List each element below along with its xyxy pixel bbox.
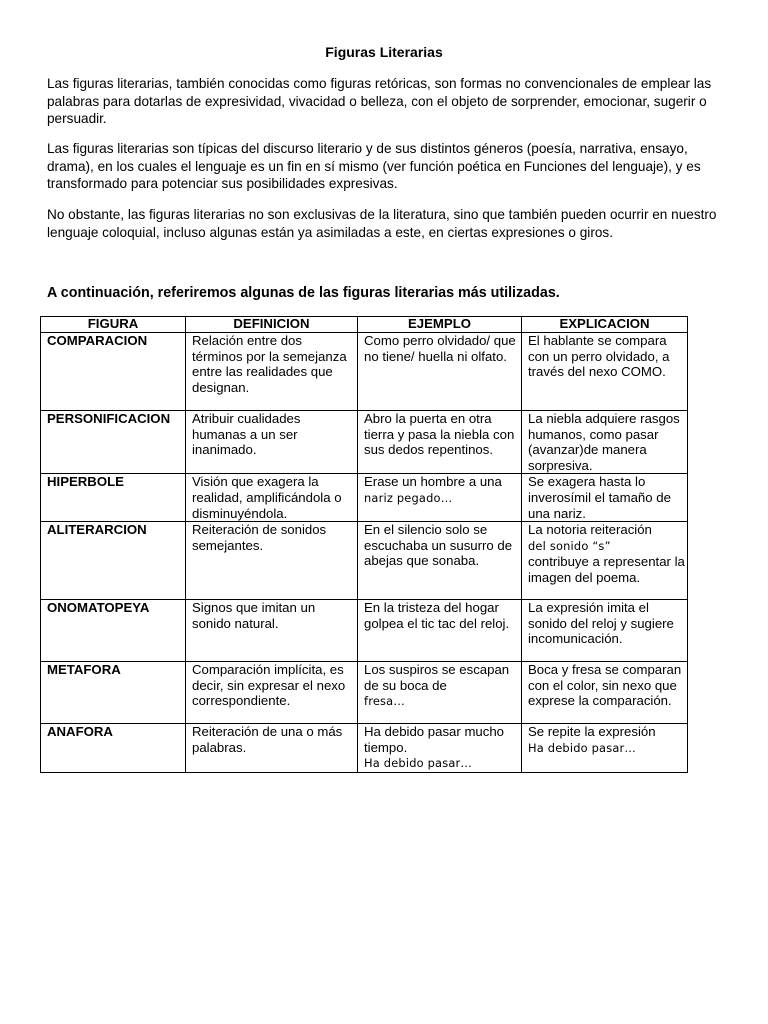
cell-explicacion: La expresión imita el sonido del reloj y sugiere incomunicación. — [522, 600, 688, 662]
explicacion-line-1: La notoria reiteración — [528, 522, 652, 538]
cell-explicacion: El hablante se compara con un perro olvidado, a través del nexo COMO. — [522, 333, 688, 411]
cell-figura: METAFORA — [41, 662, 186, 724]
cell-definicion: Visión que exagera la realidad, amplificándola o disminuyéndola. — [186, 474, 358, 522]
ejemplo-line-2: nariz pegado… — [364, 490, 453, 505]
cell-ejemplo: Como perro olvidado/ que no tiene/ huella ni olfato. — [358, 333, 522, 411]
table-header-row — [41, 317, 688, 333]
cell-ejemplo — [358, 724, 522, 773]
table-row — [41, 411, 688, 474]
intro-paragraph-3: No obstante, las figuras literarias no son exclusivas de la literatura, sino que también pueden ocurrir en nuestro lenguaje coloquial, incluso algunas están ya asimiladas a este, en ciertas expresiones o giros. — [47, 207, 717, 240]
intro-paragraph-2: Las figuras literarias son típicas del discurso literario y de sus distintos géneros (poesía, narrativa, ensayo, drama), en los cuales el lenguaje es un fin en sí mismo (ver función poética en Funciones del lenguaje), y es transformado para potenciar sus posibilidades expresivas. — [47, 141, 701, 191]
cell-figura: HIPERBOLE — [41, 474, 186, 522]
explicacion-line-1: Se repite la expresión — [528, 724, 656, 740]
cell-figura: PERSONIFICACION — [41, 411, 186, 474]
ejemplo-line-1: Los suspiros se escapan de su boca de — [364, 662, 510, 693]
explicacion-line-2: del sonido “s” — [528, 538, 611, 553]
header-figura: FIGURA — [41, 317, 186, 333]
cell-explicacion — [522, 724, 688, 773]
table-row — [41, 600, 688, 662]
explicacion-line-3: contribuye a representar la imagen del poema. — [528, 554, 685, 585]
ejemplo-line-2: Ha debido pasar… — [364, 756, 473, 771]
table-row — [41, 474, 688, 522]
cell-explicacion: La niebla adquiere rasgos humanos, como pasar (avanzar)de manera sorpresiva. — [522, 411, 688, 474]
cell-figura: ALITERARCION — [41, 522, 186, 600]
cell-definicion: Atribuir cualidades humanas a un ser inanimado. — [186, 411, 358, 474]
table-row — [41, 333, 688, 411]
cell-ejemplo — [358, 474, 522, 522]
cell-explicacion — [522, 522, 688, 600]
explicacion-line-2: Ha debido pasar… — [528, 740, 637, 755]
header-explicacion: EXPLICACION — [522, 317, 688, 333]
ejemplo-line-2: fresa… — [364, 694, 405, 709]
section-heading: A continuación, referiremos algunas de las figuras literarias más utilizadas. — [47, 285, 560, 301]
cell-ejemplo: En la tristeza del hogar golpea el tic tac del reloj. — [358, 600, 522, 662]
cell-explicacion: Boca y fresa se comparan con el color, sin nexo que exprese la comparación. — [522, 662, 688, 724]
cell-ejemplo: Abro la puerta en otra tierra y pasa la niebla con sus dedos repentinos. — [358, 411, 522, 474]
cell-ejemplo: En el silencio solo se escuchaba un susurro de abejas que sonaba. — [358, 522, 522, 600]
cell-ejemplo — [358, 662, 522, 724]
figures-table — [40, 316, 688, 773]
cell-definicion: Reiteración de una o más palabras. — [186, 724, 358, 773]
table-row — [41, 724, 688, 773]
table-row — [41, 662, 688, 724]
header-definicion: DEFINICION — [186, 317, 358, 333]
cell-definicion: Reiteración de sonidos semejantes. — [186, 522, 358, 600]
cell-figura: ONOMATOPEYA — [41, 600, 186, 662]
ejemplo-line-1: Ha debido pasar mucho tiempo. — [364, 724, 505, 755]
table-row — [41, 522, 688, 600]
header-ejemplo: EJEMPLO — [358, 317, 522, 333]
cell-definicion: Relación entre dos términos por la semejanza entre las realidades que designan. — [186, 333, 358, 411]
cell-definicion: Signos que imitan un sonido natural. — [186, 600, 358, 662]
cell-explicacion: Se exagera hasta lo inverosímil el tamaño de una nariz. — [522, 474, 688, 522]
document-title: Figuras Literarias — [325, 44, 443, 60]
intro-paragraph-1: Las figuras literarias, también conocidas como figuras retóricas, son formas no convencionales de emplear las palabras para dotarlas de expresividad, vivacidad o belleza, con el objeto de sorprender, emocionar, sugerir o persuadir. — [47, 76, 712, 126]
cell-figura: ANAFORA — [41, 724, 186, 773]
cell-definicion: Comparación implícita, es decir, sin expresar el nexo correspondiente. — [186, 662, 358, 724]
cell-figura: COMPARACION — [41, 333, 186, 411]
ejemplo-line-1: Erase un hombre a una — [364, 474, 502, 490]
